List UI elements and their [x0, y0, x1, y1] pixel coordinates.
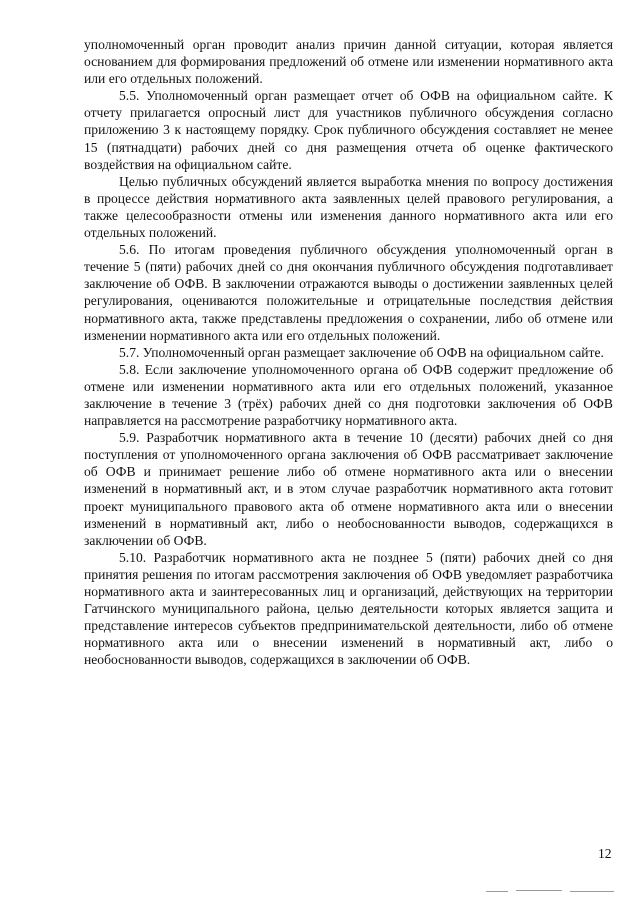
- paragraph-5-7: 5.7. Уполномоченный орган размещает заключение об ОФВ на официальном сайте.: [119, 344, 604, 360]
- document-body: [84, 36, 613, 668]
- paragraph-5-9: 5.9. Разработчик нормативного акта в течение 10 (десяти) рабочих дней со дня поступления от уполномоченного органа заключения об ОФВ рассматривает заключение об ОФВ и принимает решение либо об отмене нормативного акта или о внесении изменений в нормативный акт, и в этом случае разработчик нормативного акта готовит проект муниципального правового акта об отмене нормативного акта или о внесении изменений в нормативный акт, либо о необоснованности выводов, содержащихся в заключении об ОФВ.: [84, 430, 613, 548]
- paragraph-5-8: 5.8. Если заключение уполномоченного органа об ОФВ содержит предложение об отмене или изменении нормативного акта или его отдельных положений, указанное заключение в течение 3 (трёх) рабочих дней со дня подготовки заключения об ОФВ направляется на рассмотрение разработчику нормативного акта.: [84, 361, 613, 429]
- paragraph-5-5: 5.5. Уполномоченный орган размещает отчет об ОФВ на официальном сайте. К отчету прилагается опросный лист для участников публичного обсуждения согласно приложению 3 к настоящему порядку. Срок публичного обсуждения составляет не менее 15 (пятнадцати) рабочих дней со дня размещения отчета об оценке фактического воздействия на официальном сайте.: [84, 88, 613, 172]
- scan-artifact-line: [570, 891, 614, 892]
- paragraph-continued: уполномоченный орган проводит анализ причин данной ситуации, которая является основанием для формирования предложений об отмене или изменении нормативного акта или его отдельных положений.: [84, 37, 613, 87]
- scan-artifact-line: [516, 890, 562, 891]
- paragraph-discussion-purpose: Целью публичных обсуждений является выработка мнения по вопросу достижения в процессе действия нормативного акта заявленных целей правового регулирования, а также целесообразности отмены или изменения данного нормативного акта или его отдельных положений.: [84, 173, 613, 241]
- page-number: 12: [598, 846, 612, 861]
- paragraph-5-10: 5.10. Разработчик нормативного акта не позднее 5 (пяти) рабочих дней со дня принятия решения по итогам рассмотрения заключения об ОФВ уведомляет разработчика нормативного акта и заинтересованных лиц и организаций, действующих на территории Гатчинского муниципального района, целью деятельности которых является защита и представление интересов субъектов предпринимательской деятельности, либо об отмене нормативного акта или о внесении изменений в нормативный акт, либо о необоснованности выводов, содержащихся в заключении об ОФВ.: [84, 549, 613, 668]
- paragraph-5-6: 5.6. По итогам проведения публичного обсуждения уполномоченный орган в течение 5 (пяти) рабочих дней со дня окончания публичного обсуждения подготавливает заключение об ОФВ. В заключении отражаются выводы о достижении заявленных целей регулирования, оцениваются положительные и отрицательные последствия действия нормативного акта, также представлены предложения о сохранении, либо об отмене или изменении нормативного акта или его отдельных положений.: [84, 242, 613, 343]
- scan-artifact-line: [486, 891, 508, 892]
